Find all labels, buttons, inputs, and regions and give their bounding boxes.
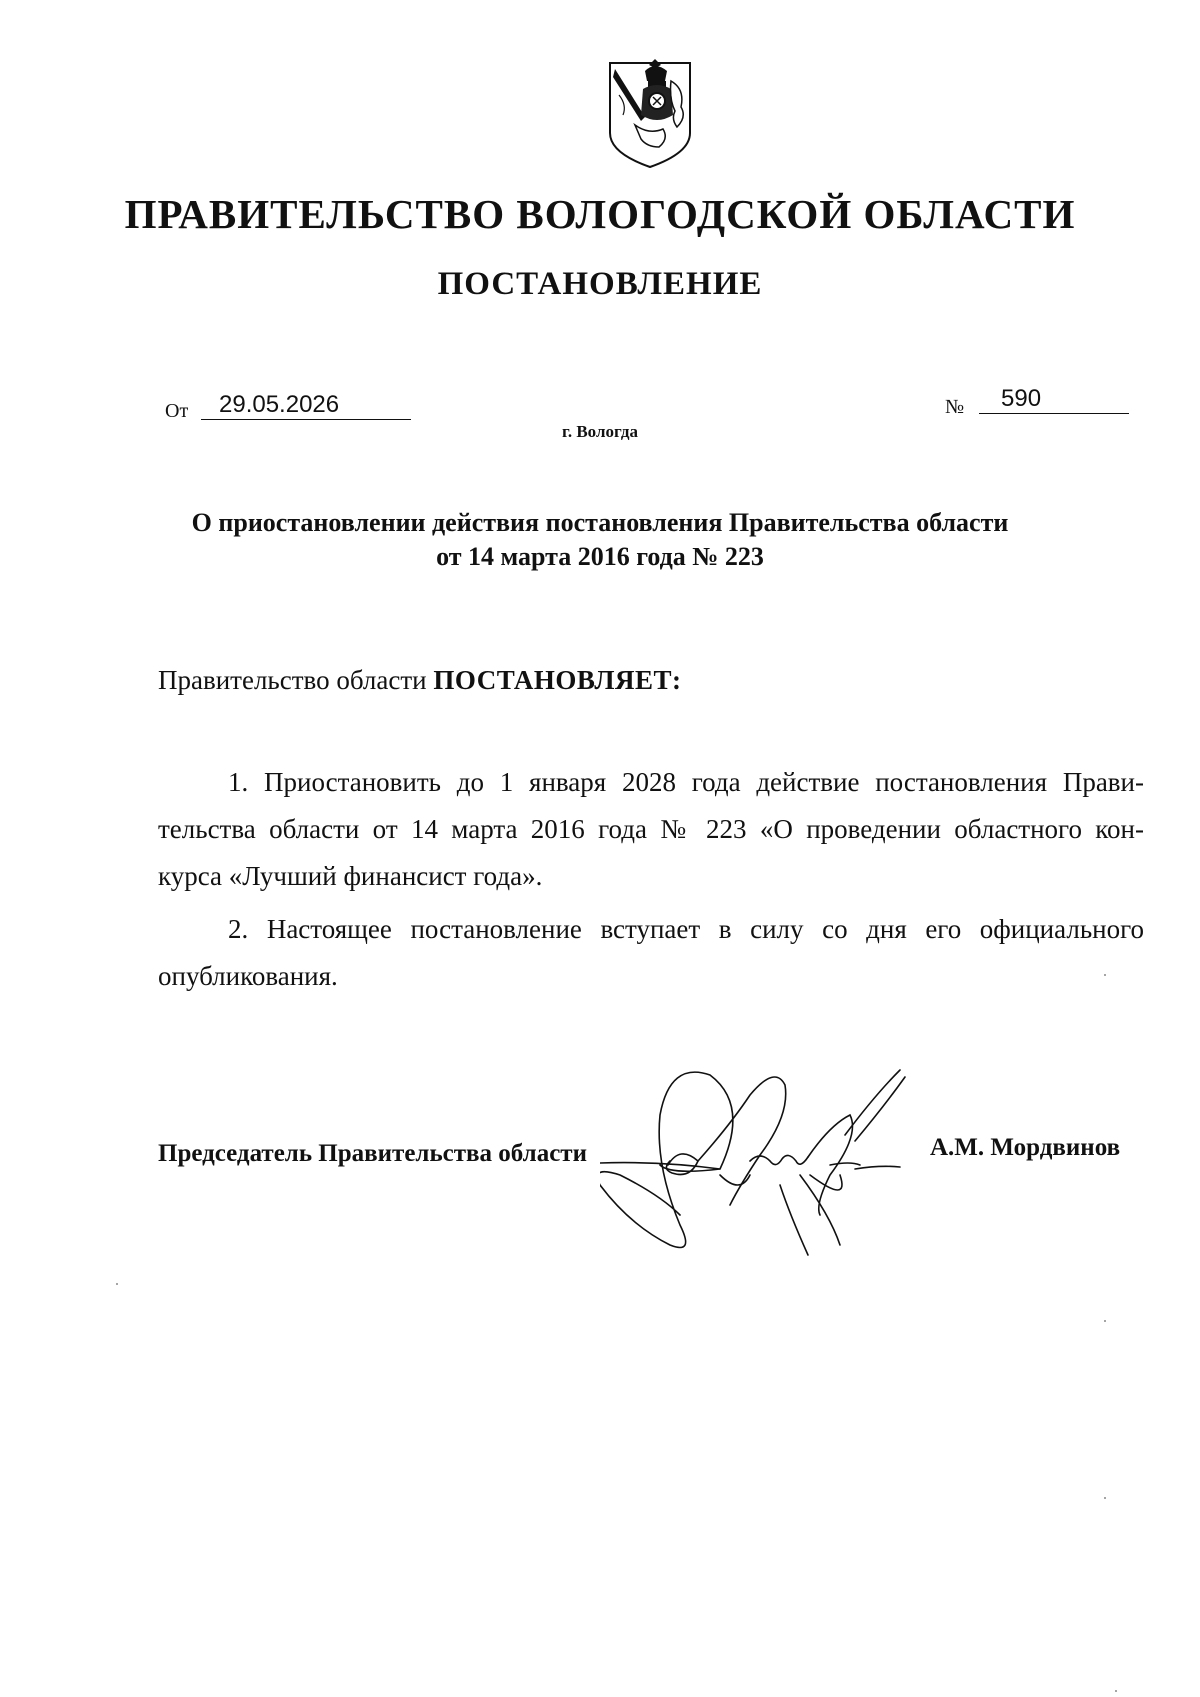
preamble-resolves: ПОСТАНОВЛЯЕТ: — [433, 665, 682, 695]
document-date: 29.05.2026 — [201, 392, 411, 420]
paragraph-1-line-3: курса «Лучший финансист года». — [158, 861, 543, 891]
handwritten-signature-icon — [600, 1065, 960, 1265]
subject-line-1: О приостановлении действия постановления Правительства области — [191, 508, 1009, 537]
date-prefix: От — [165, 400, 189, 422]
paragraph-2-line-1: 2. Настоящее постановление вступает в силу со дня его официального — [228, 914, 1144, 944]
number-sign: № — [945, 396, 965, 418]
government-title: ПРАВИТЕЛЬСТВО ВОЛОГОДСКОЙ ОБЛАСТИ — [124, 191, 1076, 237]
scan-speck — [1115, 1690, 1117, 1692]
city: г. Вологда — [562, 422, 638, 441]
document-number: 590 — [979, 386, 1129, 414]
signer-name: А.М. Мордвинов — [930, 1134, 1121, 1161]
paragraph-1-line-2: тельства области от 14 марта 2016 года № 223 «О проведении областного кон- — [158, 814, 1144, 844]
preamble-text: Правительство области — [158, 665, 434, 695]
paragraph-1-line-1: 1. Приостановить до 1 января 2028 года действие постановления Прави- — [228, 767, 1144, 797]
date-line — [165, 392, 425, 424]
number-line — [945, 386, 1135, 418]
scan-speck — [1104, 1320, 1106, 1322]
paragraph-1 — [158, 759, 1144, 900]
paragraph-2-line-2: опубликования. — [158, 961, 338, 991]
scan-speck — [116, 1283, 118, 1285]
paragraph-2 — [158, 906, 1144, 1000]
subject-line-2: от 14 марта 2016 года № 223 — [436, 542, 764, 571]
scan-speck — [1104, 1497, 1106, 1499]
document-subject — [140, 506, 1060, 574]
document-type: ПОСТАНОВЛЕНИЕ — [437, 266, 763, 302]
coat-of-arms-icon — [605, 55, 695, 170]
signer-position: Председатель Правительства области — [158, 1140, 587, 1167]
scan-speck — [1104, 974, 1106, 976]
preamble — [158, 665, 681, 696]
